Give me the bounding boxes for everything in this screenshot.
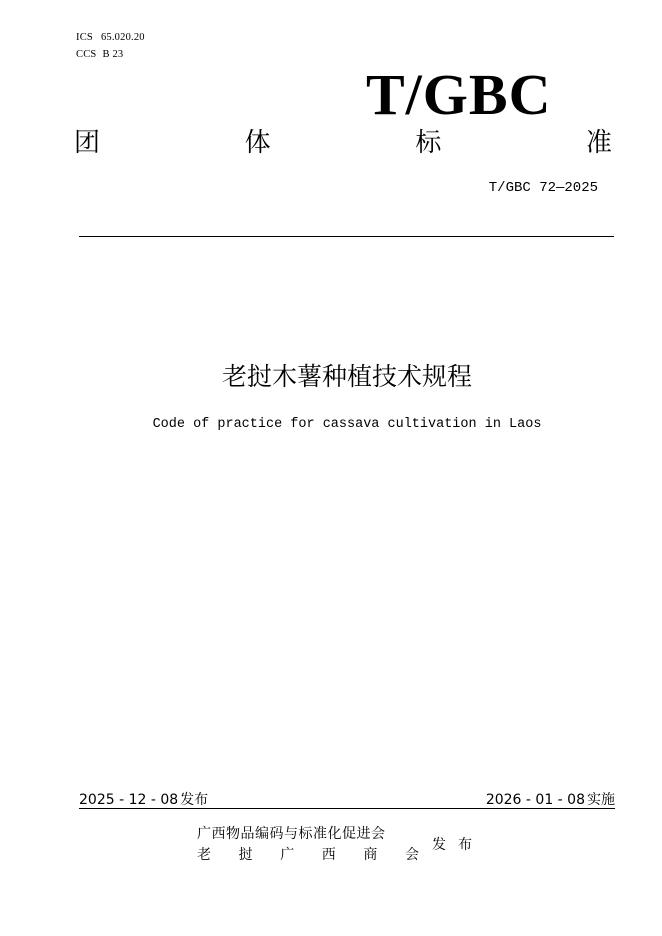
issuer-org-2-char: 会 [404,847,419,863]
standard-type-char: 团 [74,128,101,158]
ccs-label: CCS [76,49,97,60]
title-chinese: 老挝木薯种植技术规程 [221,362,472,391]
issuing-organizations [197,824,419,866]
standard-type [74,127,612,159]
publish-date-value: 2025 - 12 - 08 [79,792,179,808]
publish-date [79,789,208,809]
standard-type-char: 标 [415,128,442,158]
ics-code [76,32,145,43]
issuer-org-2-char: 挝 [238,847,253,863]
standard-logo: T/GBC [366,62,552,127]
standard-type-char: 准 [585,128,612,158]
implement-date [486,789,615,809]
bottom-divider [79,808,615,809]
ccs-code [76,49,123,60]
standard-number: T/GBC 72—2025 [488,180,598,196]
issuer-org-2-char: 商 [363,847,378,863]
standard-type-char: 体 [244,128,271,158]
implement-date-value: 2026 - 01 - 08 [485,792,585,808]
ics-value: 65.020.20 [100,32,145,43]
issuer-org-1: 广西物品编码与标准化促进会 [197,826,386,842]
implement-label: 实施 [587,792,615,808]
issuer-org-2-char: 老 [197,847,211,863]
publish-label: 发布 [180,792,209,808]
issuer-org-2-char: 西 [321,847,336,863]
issuer-org-2-char: 广 [280,847,295,863]
ics-label: ICS [76,32,93,43]
ccs-value: B 23 [102,49,124,60]
top-divider [79,236,614,237]
issue-label: 发布 [432,837,484,853]
issuer-org-2 [197,845,419,866]
title-english: Code of practice for cassava cultivation in Laos [152,417,542,432]
